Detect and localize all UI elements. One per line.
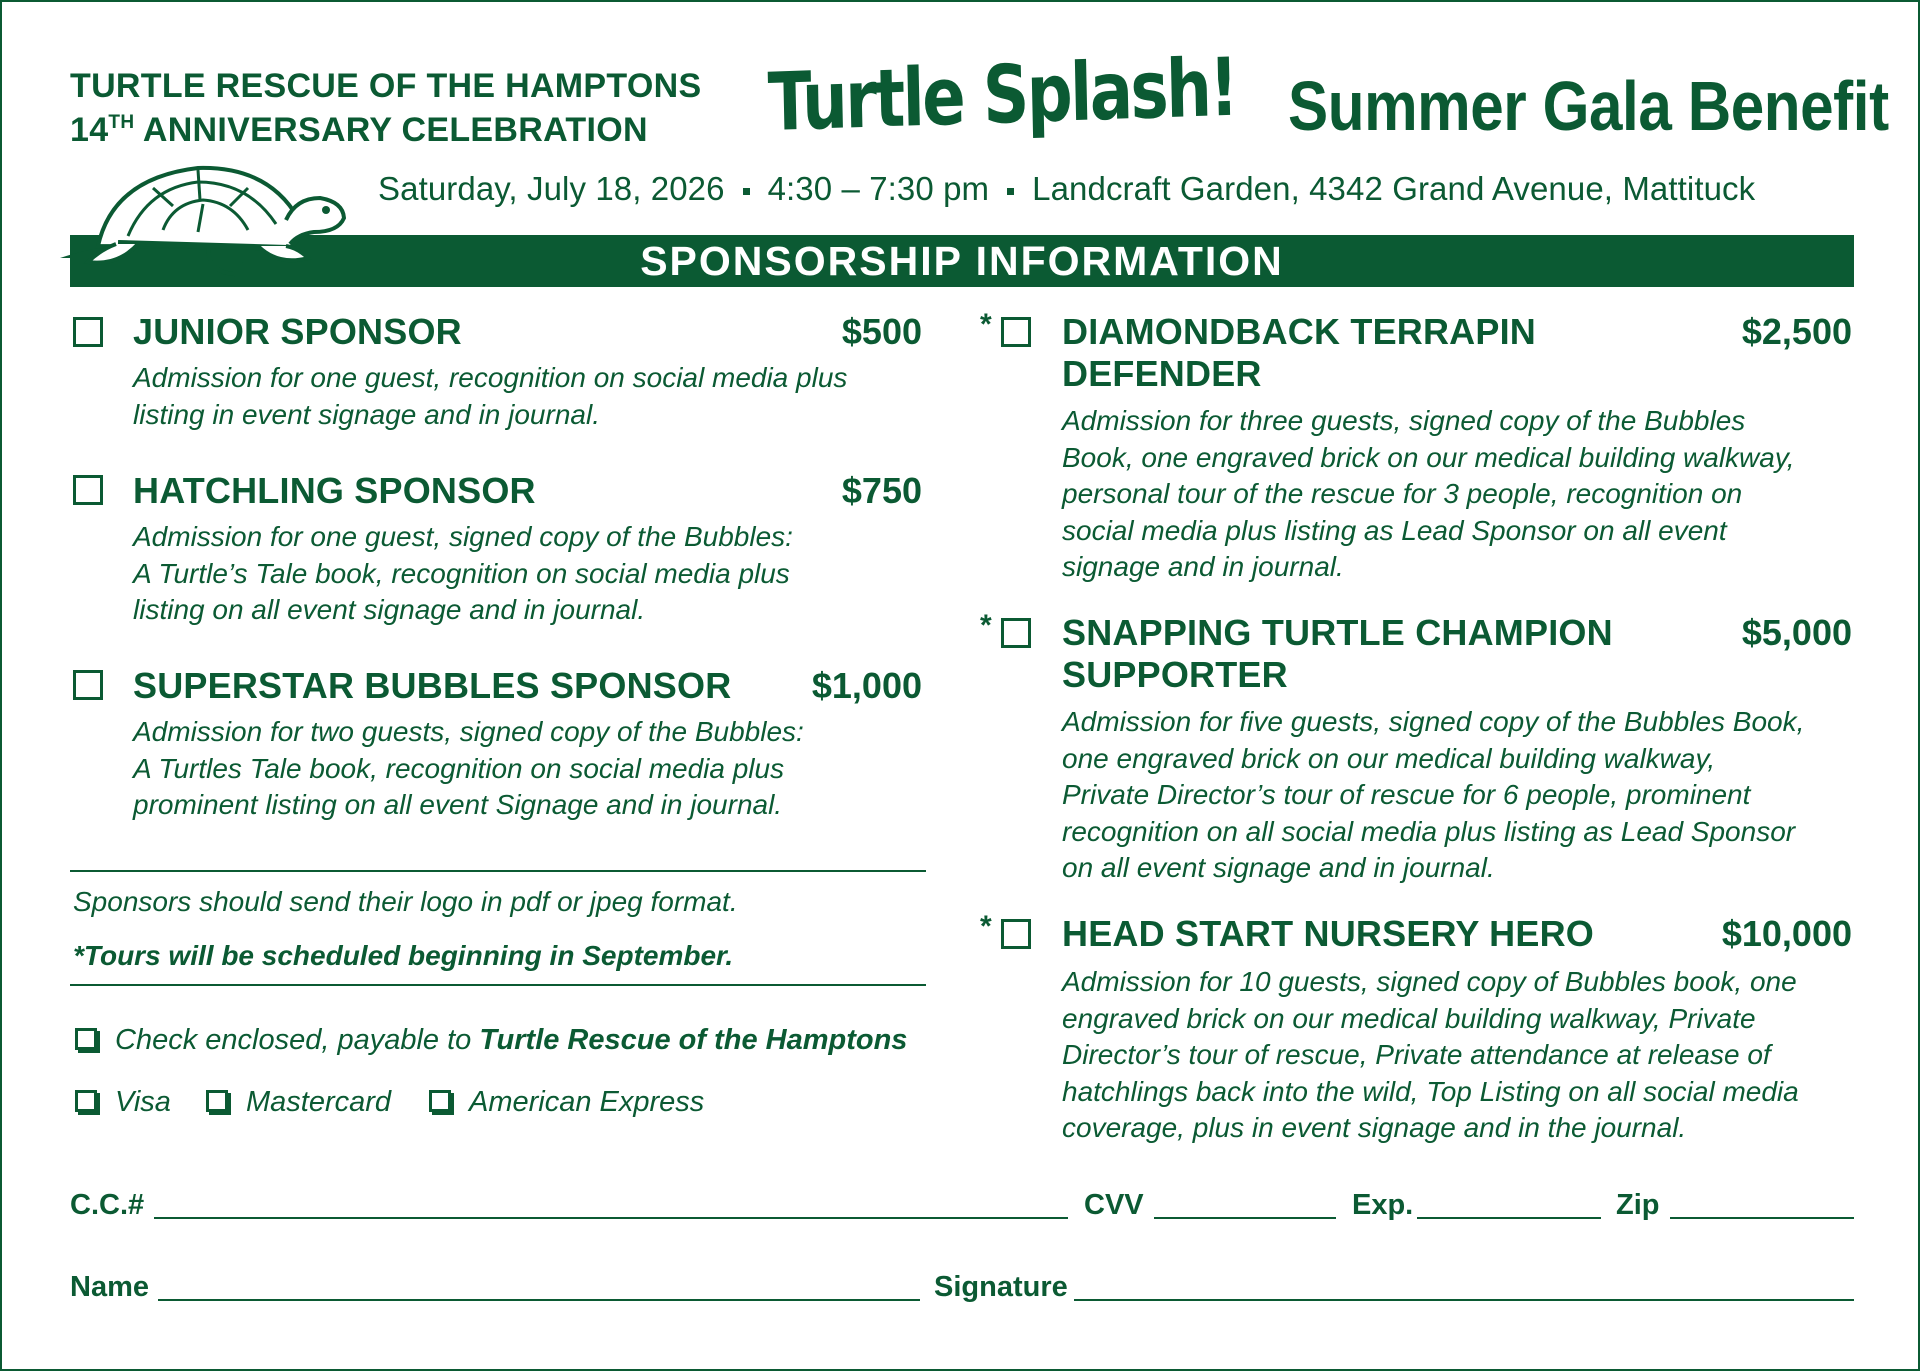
zip-field[interactable] bbox=[1670, 1217, 1854, 1219]
hatchling-sponsor-name: HATCHLING SPONSOR bbox=[133, 470, 536, 511]
event-details bbox=[378, 170, 1755, 208]
tour-asterisk: * bbox=[980, 910, 992, 943]
event-venue: Landcraft Garden, 4342 Grand Avenue, Mattituck bbox=[1032, 170, 1756, 207]
snapping-champion-checkbox[interactable] bbox=[1001, 618, 1031, 648]
logo-note: Sponsors should send their logo in pdf or jpeg format. bbox=[73, 886, 738, 917]
check-enclosed-checkbox[interactable] bbox=[75, 1028, 97, 1050]
separator-dot bbox=[743, 188, 750, 195]
notes-top-rule bbox=[70, 870, 926, 872]
event-title bbox=[767, 40, 1920, 149]
turtle-illustration bbox=[58, 148, 358, 280]
event-date: Saturday, July 18, 2026 bbox=[378, 170, 725, 207]
head-start-hero-name: HEAD START NURSERY HERO bbox=[1062, 913, 1594, 954]
cvv-field[interactable] bbox=[1154, 1217, 1336, 1219]
hatchling-sponsor-description: Admission for one guest, signed copy of the Bubbles: A Turtle’s Tale book, recognition on social media plus listing on all event signage and in journal. bbox=[133, 521, 793, 625]
org-heading bbox=[70, 64, 701, 152]
superstar-sponsor-description: Admission for two guests, signed copy of the Bubbles: A Turtles Tale book, recognition on social media plus prominent listing on all event Signage and in journal. bbox=[133, 716, 804, 820]
name-label: Name bbox=[70, 1271, 149, 1303]
cc-number-label: C.C.# bbox=[70, 1189, 145, 1221]
amex-checkbox[interactable] bbox=[429, 1090, 451, 1112]
check-enclosed-label: Check enclosed, payable to Turtle Rescue of the Hamptons bbox=[115, 1024, 908, 1056]
org-name: TURTLE RESCUE OF THE HAMPTONS bbox=[70, 67, 702, 105]
visa-checkbox[interactable] bbox=[75, 1090, 97, 1112]
diamondback-defender-description: Admission for three guests, signed copy of the Bubbles Book, one engraved brick on our medical building walkway, personal tour of the rescue for 3 people, recognition on social media plus listing as Lead Sponsor on all event signage and in journal. bbox=[1062, 405, 1795, 582]
tour-asterisk: * bbox=[980, 609, 992, 642]
hatchling-sponsor-price: $750 bbox=[841, 470, 922, 511]
superstar-sponsor-price: $1,000 bbox=[811, 665, 922, 706]
notes-bottom-rule bbox=[70, 984, 926, 986]
diamondback-defender-name: DIAMONDBACK TERRAPIN DEFENDER bbox=[1062, 311, 1536, 394]
cvv-label: CVV bbox=[1084, 1189, 1144, 1221]
superstar-sponsor-name: SUPERSTAR BUBBLES SPONSOR bbox=[133, 665, 732, 706]
superstar-sponsor-checkbox[interactable] bbox=[73, 670, 103, 700]
snapping-champion-description: Admission for five guests, signed copy of the Bubbles Book, one engraved brick on our medical building walkway, Private Director’s tour of rescue for 6 people, prominent recognition on all social media plus listing as Lead Sponsor on all event signage and in journal. bbox=[1062, 706, 1805, 883]
tour-asterisk: * bbox=[980, 308, 992, 341]
mastercard-label: Mastercard bbox=[246, 1086, 392, 1118]
junior-sponsor-checkbox[interactable] bbox=[73, 317, 103, 347]
head-start-hero-checkbox[interactable] bbox=[1001, 919, 1031, 949]
junior-sponsor-description: Admission for one guest, recognition on social media plus listing in event signage and in journal. bbox=[133, 362, 848, 430]
amex-label: American Express bbox=[469, 1086, 705, 1118]
event-time: 4:30 – 7:30 pm bbox=[767, 170, 990, 207]
head-start-hero-price: $10,000 bbox=[1721, 913, 1852, 954]
diamondback-defender-checkbox[interactable] bbox=[1001, 317, 1031, 347]
exp-label: Exp. bbox=[1352, 1189, 1414, 1221]
separator-dot bbox=[1007, 188, 1014, 195]
signature-label: Signature bbox=[934, 1271, 1068, 1303]
junior-sponsor-name: JUNIOR SPONSOR bbox=[133, 311, 462, 352]
visa-label: Visa bbox=[115, 1086, 171, 1118]
junior-sponsor-price: $500 bbox=[841, 311, 922, 352]
gala-title: Summer Gala Benefit bbox=[1287, 67, 1889, 145]
cc-number-field[interactable] bbox=[154, 1217, 1068, 1219]
head-start-hero-description: Admission for 10 guests, signed copy of Bubbles book, one engraved brick on our medical building walkway, Private Director’s tour of rescue, Private attendance at release of hatchlings back into the wild, Top Listing on all social media coverage, plus in event signage and in the journal. bbox=[1062, 966, 1799, 1143]
turtle-splash-title: Turtle Splash! bbox=[767, 40, 1238, 149]
mastercard-checkbox[interactable] bbox=[206, 1090, 228, 1112]
zip-label: Zip bbox=[1616, 1189, 1660, 1221]
snapping-champion-name: SNAPPING TURTLE CHAMPION SUPPORTER bbox=[1062, 612, 1613, 695]
exp-field[interactable] bbox=[1417, 1217, 1601, 1219]
banner-title: SPONSORSHIP INFORMATION bbox=[640, 238, 1284, 284]
name-field[interactable] bbox=[158, 1299, 920, 1301]
tour-note: *Tours will be scheduled beginning in September. bbox=[73, 940, 734, 971]
anniversary-line: 14TH ANNIVERSARY CELEBRATION bbox=[70, 111, 648, 149]
signature-field[interactable] bbox=[1074, 1299, 1854, 1301]
hatchling-sponsor-checkbox[interactable] bbox=[73, 475, 103, 505]
diamondback-defender-price: $2,500 bbox=[1741, 311, 1852, 352]
snapping-champion-price: $5,000 bbox=[1741, 612, 1852, 653]
